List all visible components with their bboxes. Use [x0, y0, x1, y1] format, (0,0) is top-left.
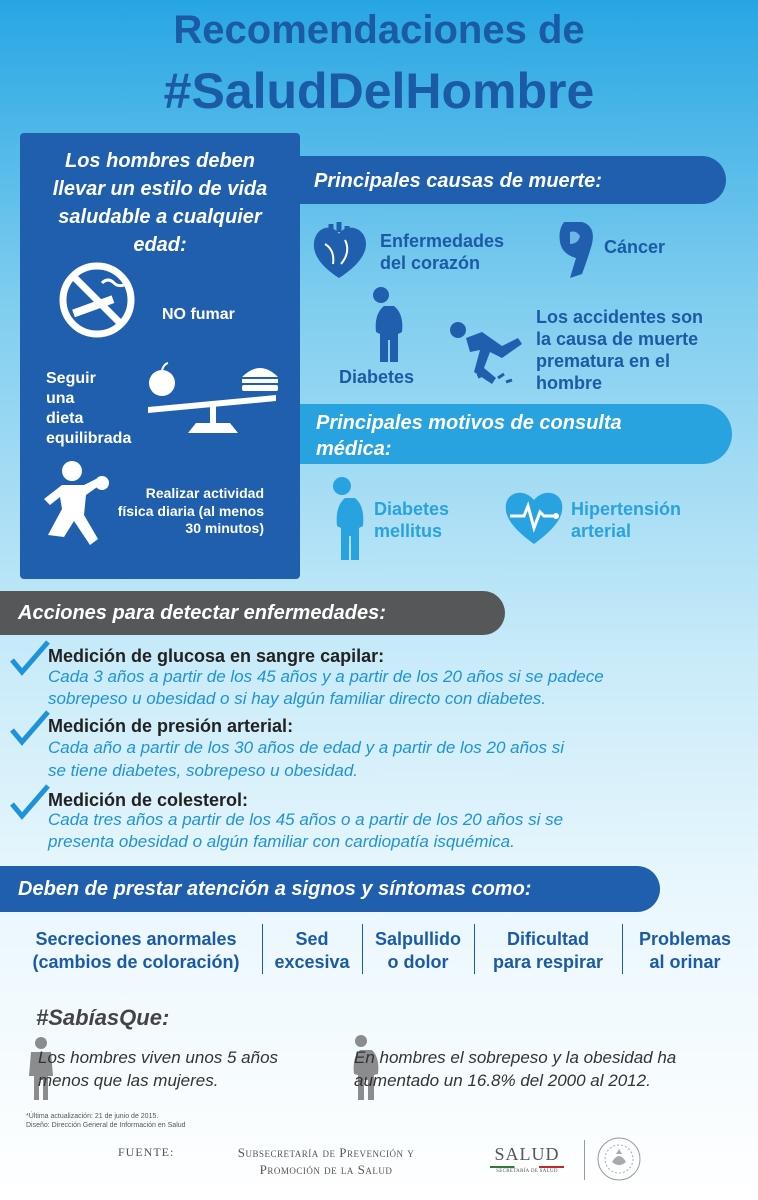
symptom-1 — [14, 928, 258, 974]
symptom-3-line1: Salpullido — [374, 929, 461, 949]
symptom-1-line2: (cambios de coloración) — [32, 952, 240, 972]
symptom-2-line1: Sed — [295, 929, 329, 949]
divider — [622, 924, 623, 974]
action-2-line1: Cada año a partir de los 30 años de edad y a partir de los 20 años si — [48, 738, 565, 757]
causes-heading-bar — [300, 156, 726, 204]
consult-heading-bar — [300, 404, 732, 464]
activity-text-2: física diaria (al menos — [117, 503, 264, 519]
did-you-know-heading: #SabíasQue: — [36, 1005, 170, 1030]
national-seal-icon — [596, 1136, 642, 1182]
action-1-line2: sobrepeso u obesidad o si hay algún familiar directo con diabetes. — [48, 689, 547, 708]
salud-logo-main: SALUD — [494, 1144, 560, 1164]
diet-text-2: una — [46, 390, 75, 407]
symptom-3-line2: o dolor — [387, 952, 449, 972]
consult-diabetes-2: mellitus — [374, 521, 443, 541]
checkmark-icon — [10, 784, 50, 824]
heart-organ-icon — [309, 220, 369, 282]
checkmark-icon — [10, 710, 50, 750]
obese-person-icon — [358, 286, 404, 364]
footer-divider — [584, 1140, 585, 1180]
title-line-2: #SaludDelHombre — [163, 63, 595, 119]
actions-heading: Acciones para detectar enfermedades: — [18, 602, 386, 624]
cause-accidents-3: prematura en el — [536, 351, 671, 371]
cause-heart-2: del corazón — [380, 253, 481, 273]
consult-heading-2: médica: — [316, 438, 392, 460]
no-smoking-icon — [58, 261, 136, 339]
cause-heart-1: Enfermedades — [380, 231, 505, 251]
diet-text-4: equilibrada — [46, 430, 132, 447]
divider — [262, 924, 263, 974]
symptom-4-line1: Dificultad — [506, 929, 589, 949]
symptom-5-line1: Problemas — [638, 929, 732, 949]
symptom-4 — [478, 928, 618, 974]
consult-hyper-1: Hipertensión — [571, 499, 682, 519]
fact-2-line1: En hombres el sobrepeso y la obesidad ha — [354, 1048, 677, 1067]
cause-accidents-2: la causa de muerte — [536, 329, 699, 349]
symptom-2-line2: excesiva — [274, 952, 350, 972]
divider — [362, 924, 363, 974]
diet-text-3: dieta — [46, 410, 84, 427]
cause-accidents-1: Los accidentes son — [536, 307, 704, 327]
lifestyle-heading — [20, 147, 300, 259]
symptom-3 — [366, 928, 470, 974]
fact-2-line2: aumentado un 16.8% del 2000 al 2012. — [354, 1071, 651, 1090]
consult-hyper-2: arterial — [571, 521, 632, 541]
consult-diabetes-1: Diabetes — [374, 499, 450, 519]
activity-text-3: 30 minutos) — [185, 520, 264, 536]
action-1-title: Medición de glucosa en sangre capilar: — [48, 646, 385, 666]
symptoms-heading: Deben de prestar atención a signos y síntomas como: — [18, 878, 532, 900]
action-2-title: Medición de presión arterial: — [48, 716, 294, 736]
symptom-5-line2: al orinar — [649, 952, 721, 972]
cause-accidents-4: hombre — [536, 373, 603, 393]
fact-1-line1: Los hombres viven unos 5 años — [38, 1048, 279, 1067]
lifestyle-heading-text: Los hombres deben llevar un estilo de vida saludable a cualquier edad: — [52, 150, 268, 256]
source-line-1: Subsecretaría de Prevención y — [237, 1145, 415, 1160]
action-1-line1: Cada 3 años a partir de los 45 años y a partir de los 20 años si se padece — [48, 667, 604, 686]
symptom-2 — [266, 928, 358, 974]
action-3-line1: Cada tres años a partir de los 45 años o a partir de los 20 años si se — [48, 810, 564, 829]
balance-scale-icon — [142, 361, 282, 443]
falling-person-icon — [446, 308, 526, 386]
salud-logo-sub: SECRETARÍA DE SALUD — [496, 1169, 558, 1174]
actions-heading-bar — [0, 591, 505, 635]
title-line-1: Recomendaciones de — [173, 8, 585, 52]
checkmark-icon — [10, 640, 50, 680]
symptom-1-line1: Secreciones anormales — [35, 929, 237, 949]
source-label: FUENTE: — [118, 1145, 175, 1159]
divider — [474, 924, 475, 974]
lifestyle-panel — [20, 133, 300, 579]
flag-stripe — [490, 1166, 564, 1168]
action-3-line2: presenta obesidad o algún familiar con cardiopatía isquémica. — [48, 832, 515, 851]
source-line-2: Promoción de la Salud — [259, 1162, 393, 1177]
consult-heading-1: Principales motivos de consulta — [316, 412, 622, 434]
heartbeat-icon — [502, 486, 566, 546]
diet-text-1: Seguir — [46, 370, 96, 387]
update-note: *Última actualización: 21 de junio de 2015. — [26, 1113, 159, 1120]
fact-1-line2: menos que las mujeres. — [38, 1071, 219, 1090]
salud-logo — [486, 1144, 568, 1174]
symptoms-heading-bar — [0, 866, 660, 912]
cause-diabetes: Diabetes — [339, 367, 415, 387]
action-2-line2: se tiene diabetes, sobrepeso u obesidad. — [48, 761, 359, 780]
activity-text-1: Realizar actividad — [145, 485, 264, 501]
cancer-ribbon-icon — [552, 218, 598, 280]
design-note: Diseño: Dirección General de Información en Salud — [26, 1122, 186, 1129]
symptom-5 — [626, 928, 744, 974]
causes-heading: Principales causas de muerte: — [314, 170, 602, 192]
no-smoking-text: NO fumar — [162, 306, 235, 323]
obese-person-icon-2 — [320, 476, 364, 564]
symptom-4-line2: para respirar — [492, 952, 604, 972]
cause-cancer: Cáncer — [604, 237, 666, 257]
action-3-title: Medición de colesterol: — [48, 790, 249, 810]
